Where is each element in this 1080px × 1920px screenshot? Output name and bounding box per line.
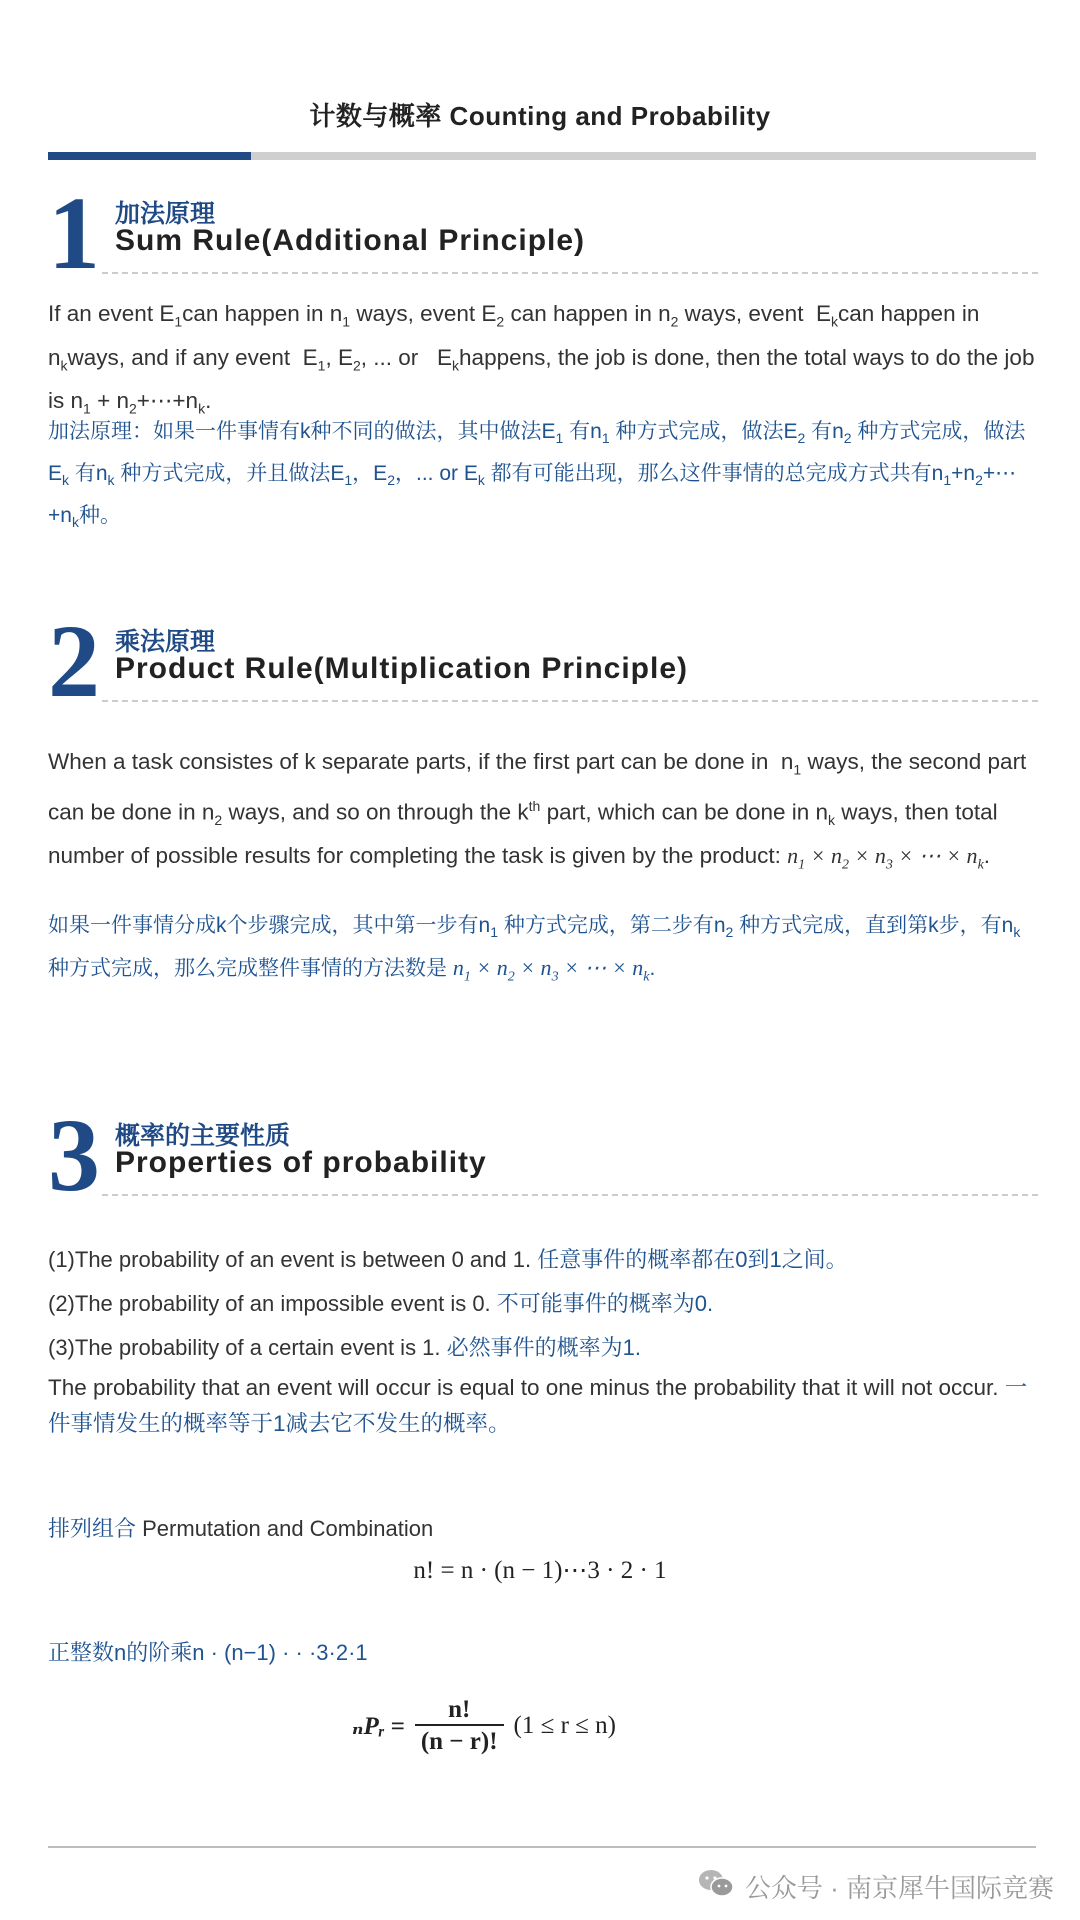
npr-denominator: (n − r)!	[415, 1724, 504, 1756]
property-1-zh: 任意事件的概率都在0到1之间。	[537, 1247, 848, 1272]
section-1-header	[48, 176, 1038, 291]
title-divider	[48, 152, 1036, 160]
section-2-number: 2	[48, 604, 100, 719]
section-2-dashed-rule	[102, 700, 1038, 702]
factorial-description: 正整数n的阶乘n · (n−1) · · ·3·2·1	[48, 1640, 368, 1665]
npr-fraction	[415, 1696, 504, 1756]
product-rule-en: When a task consistes of k separate parts, if the first part can be done in $n_1$ ways, the second part can be done in $n_2$ ways, and so on through the $k^{th}$ part, which can be done in $n_k$ ways, then total number of possible results for completing the task is given by the product: $n_1 \times n_2 \times n_3$ × ⋯ × $n_k$.	[48, 749, 1027, 872]
section-1-number: 1	[48, 176, 100, 291]
footer-watermark	[697, 1868, 1054, 1905]
title-divider-accent	[48, 152, 251, 160]
property-3	[48, 1331, 1038, 1362]
section-3-header	[48, 1098, 1038, 1213]
section-2-title-zh: 乘法原理	[115, 628, 216, 656]
property-3-en: (3)The probability of a certain event is 1.	[48, 1335, 447, 1360]
complement-rule	[48, 1370, 1038, 1442]
property-2-en: (2)The probability of an impossible event is 0.	[48, 1291, 497, 1316]
footer-text: 公众号 · 南京犀牛国际竞赛	[744, 1873, 1054, 1903]
permutation-title	[48, 1512, 433, 1543]
sum-rule-en: If an event $E_1can$ happen in $n_1$ ways, event $E_2$ can happen in $n_2$ ways, event $E_kcan$ happen in $n_kways$, and if any event $E_1$, $E_2$, ... or $E_khappens$, the job is done, then the total ways to do the job is $n_1$ + $n_2+\cdots+n_k$.	[48, 301, 1035, 417]
sum-rule-zh: 加法原理：如果一件事情有k种不同的做法，其中做法$E_1$ 有$n_1$ 种方式完成，做法$E_2$ 有$n_2$ 种方式完成，做法$E_k$ 有$n_k$ 种方式完成，并且做法$E_1$，$E_2$，... or $E_k$ 都有可能出现，那么这件事情的总完成方式共有$n_1+n_2+\cdots+n_k$种。	[48, 420, 1026, 531]
page-title: 计数与概率 Counting and Probability	[309, 101, 771, 131]
property-2-zh: 不可能事件的概率为0.	[496, 1291, 714, 1316]
factorial-formula: n! = n · (n − 1)⋯3 · 2 · 1	[413, 1557, 667, 1584]
section-3-number: 3	[48, 1098, 100, 1213]
permutation-title-en: Permutation and Combination	[136, 1516, 434, 1541]
npr-numerator: n!	[448, 1696, 471, 1723]
section-3-title-en: Properties of probability	[115, 1146, 487, 1179]
property-1	[48, 1243, 1038, 1274]
property-2	[48, 1287, 1038, 1318]
section-3-dashed-rule	[102, 1194, 1038, 1196]
section-2-header	[48, 604, 1038, 719]
section-3-title-zh: 概率的主要性质	[115, 1122, 291, 1150]
bottom-divider	[48, 1846, 1036, 1848]
section-1-dashed-rule	[102, 272, 1038, 274]
wechat-icon	[697, 1868, 735, 1905]
complement-rule-en: The probability that an event will occur is equal to one minus the probability that it will not occur.	[48, 1375, 1005, 1400]
property-1-en: (1)The probability of an event is between 0 and 1.	[48, 1247, 538, 1272]
permutation-title-zh: 排列组合	[48, 1516, 137, 1541]
npr-condition: (1 ≤ r ≤ n)	[513, 1712, 616, 1739]
product-rule-zh: 如果一件事情分成k个步骤完成，其中第一步有$n_1$ 种方式完成，第二步有$n_2$ 种方式完成，直到第k步，有$n_k$种方式完成，那么完成整件事情的方法数是 $n_1 \times n_2 \times n_3$ × ⋯ × $n_k$.	[48, 914, 1021, 985]
section-1-title-zh: 加法原理	[115, 200, 216, 228]
property-3-zh: 必然事件的概率为1.	[446, 1335, 642, 1360]
section-1-title-en: Sum Rule(Additional Principle)	[115, 224, 586, 257]
complement-rule-zh: 一件事情发生的概率等于1减去它不发生的概率。	[48, 1375, 1028, 1436]
section-2-title-en: Product Rule(Multiplication Principle)	[115, 652, 689, 685]
npr-lhs: ₙPᵣ =	[352, 1713, 405, 1740]
permutation-formula	[352, 1686, 616, 1766]
